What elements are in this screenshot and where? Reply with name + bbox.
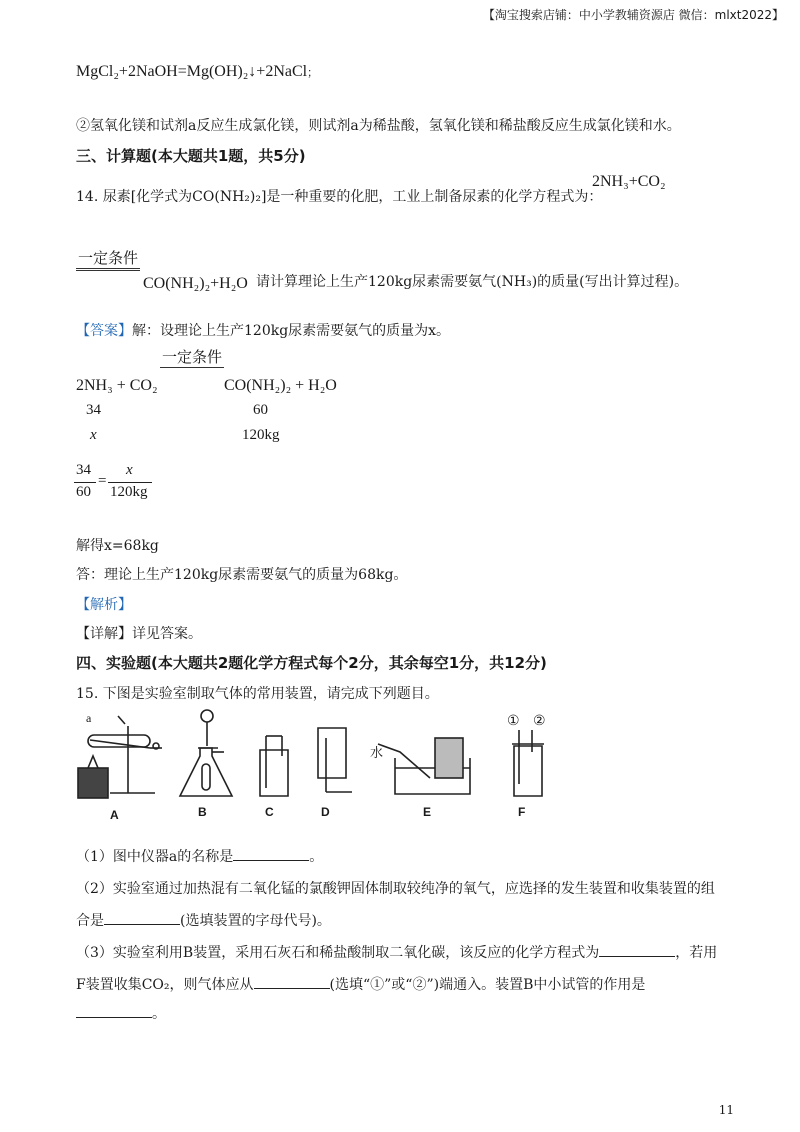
q15-3-line3 xyxy=(76,1003,166,1023)
label-A: A xyxy=(110,808,119,822)
q14-products: CO(NH₂)₂+H₂O xyxy=(143,275,248,292)
q15-2-line2 xyxy=(76,910,331,930)
q15-1 xyxy=(76,846,323,866)
label-circle-2: ② xyxy=(533,712,546,728)
q15-3-post: ，若用 xyxy=(675,945,718,961)
answer-intro-text: 解：设理论上生产120kg尿素需要氨气的质量为x。 xyxy=(132,323,451,339)
answer-condition: 一定条件 xyxy=(160,346,224,368)
apparatus-d xyxy=(318,728,352,792)
analysis-tag: 【解析】 xyxy=(76,597,132,613)
answer-blank-2[interactable] xyxy=(104,912,180,925)
q15-3-line2 xyxy=(76,974,645,994)
frac-den-2: 120kg xyxy=(110,484,148,500)
header-watermark: 【淘宝搜索店铺：中小学教辅资源店 微信：mlxt2022】 xyxy=(482,8,784,22)
apparatus-b xyxy=(180,710,232,796)
apparatus-e xyxy=(378,738,470,794)
q15-2-pre: 合是 xyxy=(76,913,104,929)
answer-left: 2NH₃ + CO₂ xyxy=(76,377,158,394)
label-circle-1: ① xyxy=(507,712,520,728)
answer-mass-left: 34 xyxy=(86,402,101,418)
q15-intro: 15. 下图是实验室制取气体的常用装置，请完成下列题目。 xyxy=(76,686,439,702)
label-F: F xyxy=(518,805,526,819)
frac-num-1: 34 xyxy=(76,462,91,478)
q15-3-line3-end: 。 xyxy=(152,1006,166,1022)
frac-den-1: 60 xyxy=(76,484,91,500)
q14-question: 请计算理论上生产120kg尿素需要氨气(NH₃)的质量(写出计算过程)。 xyxy=(256,274,689,290)
q15-3-line2-pre: F装置收集CO₂，则气体应从 xyxy=(76,977,254,993)
answer-right: CO(NH₂)₂ + H₂O xyxy=(224,377,337,394)
equation-text: MgCl₂+2NaOH=Mg(OH)₂↓+2NaCl xyxy=(76,63,308,80)
frac-line-1 xyxy=(74,482,96,483)
apparatus-c xyxy=(260,736,288,796)
answer-blank-3[interactable] xyxy=(599,944,675,957)
answer-blank-1[interactable] xyxy=(233,848,309,861)
label-a: a xyxy=(86,711,92,725)
frac-line-2 xyxy=(108,482,152,483)
q15-3-pre: （3）实验室利用B装置，采用石灰石和稀盐酸制取二氧化碳，该反应的化学方程式为 xyxy=(76,945,600,961)
section-3-heading: 三、计算题(本大题共1题，共5分) xyxy=(76,147,306,165)
answer-blank-5[interactable] xyxy=(76,1005,152,1018)
label-C: C xyxy=(265,805,274,819)
apparatus-figure xyxy=(70,708,570,828)
answer-intro xyxy=(76,320,450,340)
detail-line xyxy=(76,623,202,643)
answer-blank-4[interactable] xyxy=(254,976,330,989)
answer-x-right: 120kg xyxy=(242,427,280,443)
q14-reactants: 2NH₃+CO₂ xyxy=(592,173,666,190)
answer-solve: 解得x=68kg xyxy=(76,538,159,554)
q15-3-line2-post: (选填“①”或“②”)端通入。装置B中小试管的作用是 xyxy=(329,977,646,993)
equation-semicolon: ； xyxy=(307,67,319,79)
answer-tag: 【答案】 xyxy=(76,323,132,339)
frac-eq-sign: = xyxy=(98,473,107,489)
frac-num-2: x xyxy=(126,462,133,478)
detail-text: 详见答案。 xyxy=(132,626,202,642)
page-number: 11 xyxy=(718,1103,734,1117)
q14-text: 14. 尿素[化学式为CO(NH₂)₂]是一种重要的化肥，工业上制备尿素的化学方程式为： xyxy=(76,189,603,205)
q15-2-post: (选填装置的字母代号)。 xyxy=(180,913,331,929)
label-water: 水 xyxy=(370,745,384,760)
q15-3-line1 xyxy=(76,942,717,962)
label-B: B xyxy=(198,805,207,819)
answer-x-left: x xyxy=(90,427,97,443)
answer-mass-right: 60 xyxy=(253,402,268,418)
label-D: D xyxy=(321,805,330,819)
apparatus-f xyxy=(512,730,544,796)
answer-final: 答：理论上生产120kg尿素需要氨气的质量为68kg。 xyxy=(76,567,408,583)
q14-condition: 一定条件 xyxy=(76,247,140,271)
detail-tag: 【详解】 xyxy=(76,626,132,642)
apparatus-a xyxy=(78,716,162,798)
label-E: E xyxy=(423,805,432,819)
line-explanation-2: ②氢氧化镁和试剂a反应生成氯化镁，则试剂a为稀盐酸，氢氧化镁和稀盐酸反应生成氯化镁和水。 xyxy=(76,118,681,134)
q15-2-line1: （2）实验室通过加热混有二氧化锰的氯酸钾固体制取较纯净的氧气，应选择的发生装置和收集装置的组 xyxy=(76,881,715,897)
equation-mgcl2 xyxy=(76,63,318,81)
q15-1-text: （1）图中仪器a的名称是 xyxy=(76,849,234,865)
q15-1-end: 。 xyxy=(309,849,324,865)
section-4-heading: 四、实验题(本大题共2题化学方程式每个2分，其余每空1分，共12分) xyxy=(76,654,547,672)
